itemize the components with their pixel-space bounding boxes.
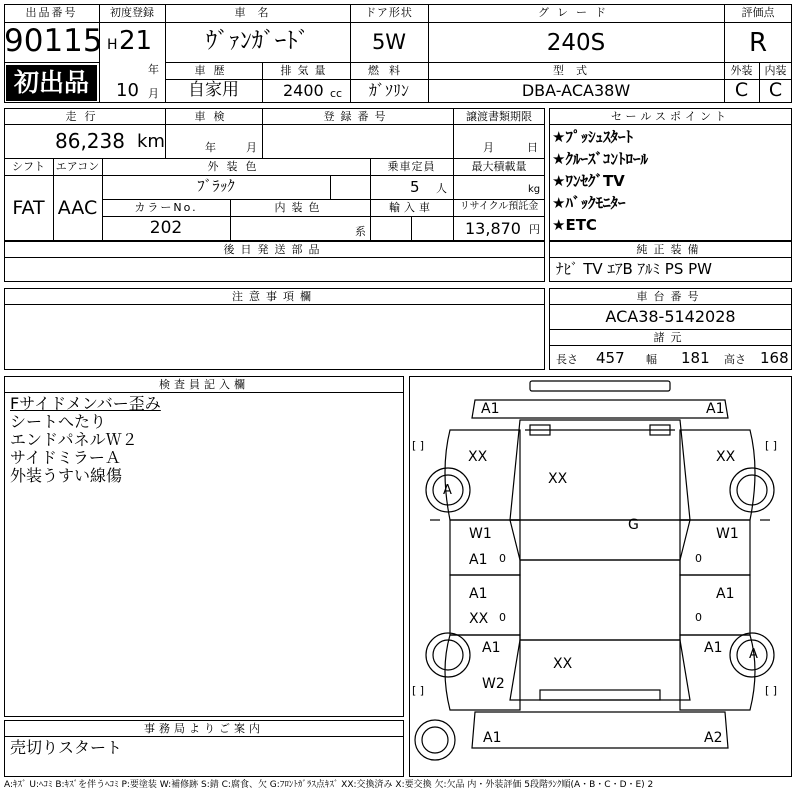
notes-label: 注意事項欄 [232,290,317,303]
office-label: 事務局よりご案内 [144,722,264,735]
displacement-unit: cc [330,87,343,100]
bracket-mark: [ ] [412,684,425,697]
mark-door-rl-a: A1 [469,586,488,602]
mark-quarter-left-a: A1 [482,640,501,656]
mark-door-fr-w: W1 [716,526,739,542]
exterior-score: C [734,79,749,101]
door-type: 5W [371,30,407,54]
ext-color-label: 外装色 [207,160,265,173]
car-name-label: 車名 [234,6,281,19]
reg-month: 10 [116,80,139,101]
mark-front-left: A1 [481,401,500,417]
interior-label: 内装 [764,64,787,77]
interior-score: C [768,79,783,101]
equipment: ﾅﾋﾞ TV ｴｱB ｱﾙﾐ PS PW [556,260,712,278]
inspector-line: Fサイドメンバー歪み [10,394,161,413]
mark-door-fr-0: 0 [695,552,702,565]
ext-color: ﾌﾞﾗｯｸ [197,177,235,195]
year-unit: 年 [148,63,159,76]
sales-point: ★ﾊﾞｯｸﾓﾆﾀｰ [552,194,626,212]
mark-door-rr-a: A1 [716,586,735,602]
mark-windshield: G [628,517,639,533]
model: DBA-ACA38W [521,81,631,100]
dims-label: 諸元 [653,331,688,344]
length: 457 [596,349,625,367]
width-label: 幅 [646,353,657,366]
grade-label: グレード [538,6,614,19]
shift-label: シフト [12,160,45,173]
mileage: 86,238 [55,129,125,153]
mark-wheel-rr: A [749,647,758,662]
max-load-label: 最大積載量 [471,160,527,173]
capacity-label: 乗車定員 [387,160,436,173]
mark-door-rl-0: 0 [499,611,506,624]
inspector-line: サイドミラーＡ [10,448,121,467]
reg-number-label: 登録番号 [323,110,392,123]
import-label: 輸入車 [389,201,434,214]
score-label: 評価点 [741,6,775,19]
inspection-year-unit: 年 [205,141,216,154]
displacement-label: 排気量 [280,64,332,77]
fuel: ｶﾞｿﾘﾝ [368,81,409,100]
transfer-month-unit: 月 [483,141,494,154]
condition-diagram [409,376,792,777]
mark-door-fl-0: 0 [499,552,506,565]
length-label: 長さ [556,353,578,366]
color-no: 202 [149,218,183,238]
fuel-label: 燃料 [368,64,410,77]
transfer-day-unit: 日 [527,141,538,154]
mark-quarter-right-a: A1 [704,640,723,656]
bracket-mark: [ ] [765,439,778,452]
sales-point: ★ETC [552,216,597,234]
mileage-label: 走行 [65,110,104,123]
color-no-label: カラーNo. [134,201,198,214]
mark-door-fl-w: W1 [469,526,492,542]
lot-number: 90115 [4,23,103,59]
sales-points-label: セールスポイント [610,110,730,123]
reg-year: 21 [119,26,153,56]
grade: 240S [546,30,606,56]
model-label: 型式 [553,64,599,77]
inspection-label: 車検 [194,110,233,123]
legend: A:ｷｽﾞ U:ﾍｺﾐ B:ｷｽﾞを伴うﾍｺﾐ P:要塗装 W:補修跡 S:錆 C:腐食、欠 G:ﾌﾛﾝﾄｶﾞﾗｽ点ｷｽﾞ XX:交換済み X:要交換 欠:欠品 内・外装評価 5段階ﾗﾝｸ順(A・B・C・D・E) 2 [4,780,654,790]
equipment-label: 純正装備 [636,243,705,256]
exterior-label: 外装 [730,64,753,77]
sales-point: ★ｸﾙｰｽﾞｺﾝﾄﾛｰﾙ [552,150,648,168]
car-name: ｳﾞｧﾝｶﾞｰﾄﾞ [205,28,310,54]
recycle-label: リサイクル預託金 [459,201,539,212]
mark-door-rr-0: 0 [695,611,702,624]
lot-label: 出品番号 [25,6,78,19]
office-text: 売切りスタート [10,738,123,757]
transfer-doc-label: 譲渡書類期限 [466,110,532,123]
inspector-label: 検査員記入欄 [159,378,249,391]
height: 168 [760,349,789,367]
mark-fender-right: XX [716,449,736,465]
sales-point: ★ﾜﾝｾｸﾞTV [552,172,625,190]
history-label: 車歴 [194,64,233,77]
inspector-line: シートへたり [10,412,107,431]
width: 181 [681,349,710,367]
mark-front-right: A1 [706,401,725,417]
mark-hood: XX [548,471,568,487]
sales-point: ★ﾌﾟｯｼｭｽﾀｰﾄ [552,128,633,146]
height-label: 高さ [724,353,746,366]
score: R [748,28,768,58]
era: H [107,37,118,53]
mark-door-rl-xx: XX [469,611,489,627]
mark-rear-right: A2 [704,730,723,746]
shift: FAT [12,197,45,219]
inspector-line: エンドパネルＷ２ [10,430,138,449]
door-label: ドア形状 [365,6,413,19]
bracket-mark: [ ] [765,684,778,697]
mark-door-fl-a: A1 [469,552,488,568]
bracket-mark: [ ] [412,439,425,452]
mark-rear-left: A1 [483,730,502,746]
history: 自家用 [188,80,239,100]
chassis-number: ACA38-5142028 [605,307,736,326]
mark-wheel-fl: A [443,483,452,498]
ac-label: エアコン [55,160,100,173]
capacity-unit: 人 [436,182,447,195]
mileage-unit: km [137,131,165,152]
mark-quarter-left-w: W2 [482,676,505,692]
inspector-line: 外装うすい線傷 [10,466,123,485]
first-reg-label: 初度登録 [110,6,154,19]
inspection-month-unit: 月 [246,141,257,154]
chassis-label: 車台番号 [636,290,705,303]
recycle-fee: 13,870 [465,219,521,238]
displacement: 2400 [283,81,324,100]
mark-roof: XX [553,656,573,672]
recycle-unit: 円 [529,223,540,236]
ac: AAC [57,197,98,219]
capacity: 5 [410,178,420,196]
month-unit: 月 [148,87,159,100]
later-parts-label: 後日発送部品 [223,243,326,256]
load-unit: kg [528,184,541,195]
int-color-unit: 系 [355,225,366,238]
first-listing-badge: 初出品 [6,65,97,101]
int-color-label: 内装色 [274,201,326,214]
mark-fender-left: XX [468,449,488,465]
